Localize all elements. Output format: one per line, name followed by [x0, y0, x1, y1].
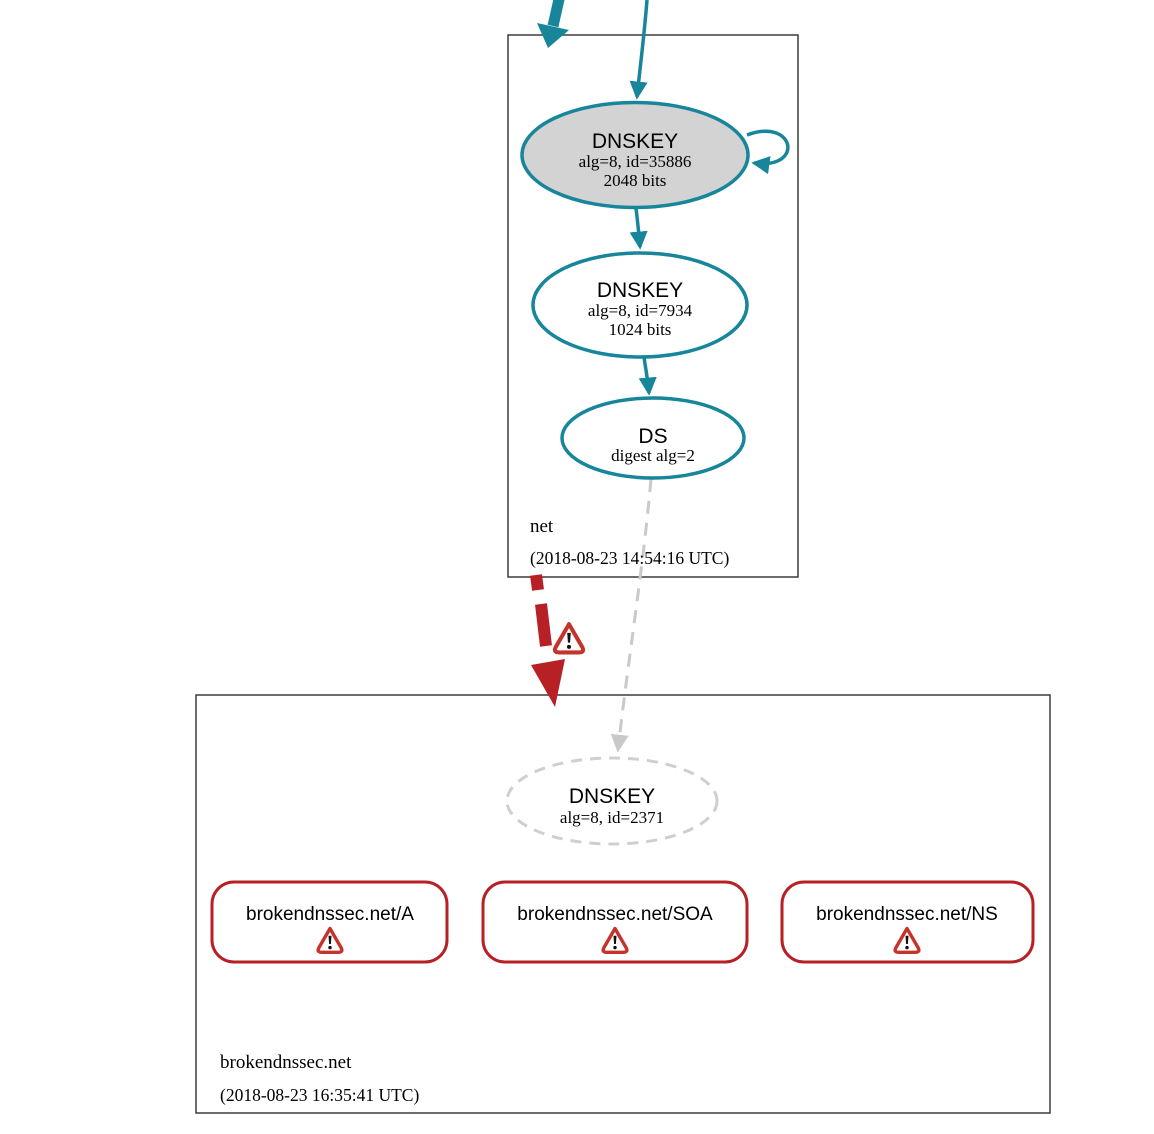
node-ds-type: DS [638, 425, 668, 448]
node-dnskey-35886-type: DNSKEY [591, 130, 679, 153]
zone-timestamp-net: (2018-08-23 14:54:16 UTC) [530, 548, 730, 568]
node-dnskey-7934-type: DNSKEY [596, 279, 684, 302]
node-dnskey-2371-type: DNSKEY [568, 785, 656, 808]
node-ds-detail: digest alg=2 [611, 446, 695, 465]
rrset-soa-label: brokendnssec.net/SOA [517, 904, 713, 925]
node-dnskey-7934-detail: alg=8, id=7934 [587, 301, 693, 320]
zone-label-net: net [530, 516, 554, 537]
node-dnskey-2371[interactable] [507, 758, 717, 844]
node-dnskey-7934-bits: 1024 bits [608, 320, 672, 339]
zone-timestamp-brokendnssec-net: (2018-08-23 16:35:41 UTC) [220, 1085, 420, 1105]
zone-label-brokendnssec-net: brokendnssec.net [220, 1052, 352, 1073]
rrset-a-label: brokendnssec.net/A [246, 904, 414, 925]
node-dnskey-7934[interactable] [533, 253, 747, 357]
node-ds[interactable] [562, 398, 744, 478]
node-dnskey-35886-detail: alg=8, id=35886 [578, 152, 692, 171]
node-dnskey-2371-detail: alg=8, id=2371 [559, 808, 665, 827]
node-dnskey-35886[interactable] [522, 103, 748, 208]
rrset-a[interactable] [212, 882, 447, 962]
rrset-ns-label: brokendnssec.net/NS [816, 904, 998, 925]
node-dnskey-35886-bits: 2048 bits [603, 171, 667, 190]
rrset-soa[interactable] [483, 882, 747, 962]
warning-icon [555, 624, 583, 652]
rrset-ns[interactable] [782, 882, 1033, 962]
